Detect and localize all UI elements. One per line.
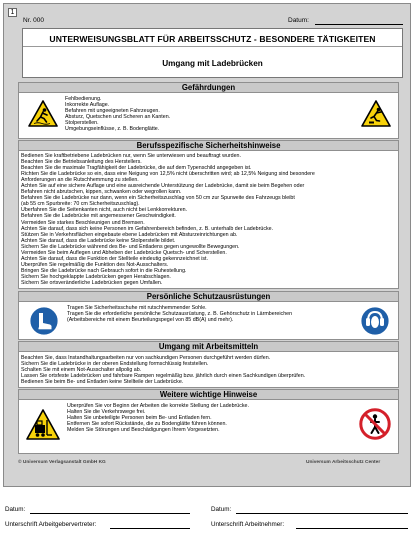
safety-instructions-list	[21, 153, 315, 286]
list-item: Halten Sie die Verkehrswege frei.	[67, 409, 146, 416]
list-item: Beachten Sie, dass Instandhaltungsarbeiten nur von sachkundigen Personen durchgeführt werden dürfen.	[21, 355, 271, 361]
signature-employee-line[interactable]	[296, 528, 408, 529]
list-item: Sichern Sie hochgeklappte Ladebrücken gegen Herabschlagen.	[21, 273, 171, 280]
list-item: Anforderungen an die Rutschhemmung zu stellen.	[21, 177, 139, 184]
no-entry-for-unauthorized-persons-icon	[359, 408, 391, 440]
section-body-work-equipment	[18, 352, 399, 388]
trip-hazard-warning-icon	[361, 100, 391, 127]
section-heading-work-equipment: Umgang mit Arbeitsmitteln	[18, 341, 399, 352]
list-item: Vermeiden Sie starkes Beschleunigen und Bremsen.	[21, 219, 145, 226]
safety-boots-icon	[29, 306, 59, 336]
list-item: Befahren mit ungeeigneten Fahrzeugen.	[65, 108, 160, 115]
list-item: Überfahren Sie die Seitenkanten nicht, auch nicht bei Lenkkorrekturen.	[21, 207, 188, 214]
list-item: Melden Sie Störungen und Beschädigungen Ihrem Vorgesetzten.	[67, 427, 220, 434]
section-heading-further-notes: Weitere wichtige Hinweise	[18, 389, 399, 400]
list-item: Achten Sie darauf, dass die Funktion der Stellteile eindeutig gekennzeichnet ist.	[21, 255, 208, 262]
list-item: Vermeiden Sie beim Auflegen und Abheben der Ladebrücke Quetsch- und Scherstellen.	[21, 249, 227, 256]
list-item: Achten Sie darauf, dass die Ladebrücke keine Stolperstelle bildet.	[21, 237, 176, 244]
section-body-hazards	[18, 93, 399, 139]
section-heading-safety-instructions: Berufsspezifische Sicherheitshinweise	[18, 140, 399, 151]
signature-date-line-left[interactable]	[30, 513, 190, 514]
signature-date-line-right[interactable]	[236, 513, 408, 514]
title-divider	[23, 46, 402, 47]
list-item: (Arbeitsbereiche mit einem Beurteilungspegel von 85 dB(A) und mehr).	[67, 317, 234, 324]
section-heading-hazards: Gefährdungen	[18, 82, 399, 93]
list-item: Stützen Sie in Verkehrsflächen eingebaute ebene Ladebrücken mit Absturzeinrichtungen ab.	[21, 231, 238, 238]
list-item: Schalten Sie mit einem Not-Ausschalter allpolig ab.	[21, 367, 142, 374]
list-item: Beachten Sie die Betriebsanleitung des Herstellers.	[21, 159, 142, 166]
protective-equipment-list	[67, 305, 292, 323]
header-date-label: Datum:	[288, 17, 309, 24]
work-equipment-list	[21, 355, 305, 385]
document-subtitle: Umgang mit Ladebrücken	[162, 59, 263, 68]
list-item: Achten Sie darauf, dass sich keine Personen im Gefahrenbereich befinden, z. B. unterhalb der Ladebrücke.	[21, 225, 274, 232]
page-number: 1	[8, 8, 17, 17]
list-item: Inkorrekte Auflage.	[65, 102, 110, 109]
list-item: Befahren nicht abrutschen, kippen, schwanken oder wegrollen kann.	[21, 189, 182, 196]
list-item: Bedienen Sie kraftbetriebene Ladebrücken nur, wenn Sie unterwiesen und beauftragt wurden.	[21, 153, 241, 159]
list-item: Beachten Sie die maximale Tragfähigkeit der Ladebrücke, die auf dem Typenschild angegeben ist.	[21, 165, 252, 172]
section-heading-protective-equipment: Persönliche Schutzausrüstungen	[18, 291, 399, 302]
hearing-protection-icon	[360, 306, 390, 336]
list-item: Tragen Sie die erforderliche persönliche Schutzausrüstung, z. B. Gehörschutz in Lärmbereichen	[67, 311, 293, 318]
section-body-protective-equipment	[18, 302, 399, 340]
title-box	[22, 28, 403, 78]
section-body-further-notes	[18, 400, 399, 454]
hazards-list	[65, 96, 170, 132]
list-item: Befahren Sie die Ladebrücke nur dann, wenn ein Sicherheitszuschlag von 50 cm zur Spurweite des Fahrzeugs bleibt	[21, 195, 295, 202]
list-item: Richten Sie die Ladebrücke so ein, dass eine Neigung von 12,5% nicht überschritten wird; ab 12,5% Neigung sind besondere	[21, 171, 315, 178]
list-item: (ab 55 cm Spurbreite: 70 cm Sicherheitszuschlag).	[21, 201, 140, 208]
signature-employer-label: Unterschrift Arbeitgebervertreter:	[5, 521, 97, 528]
list-item: Halten Sie unbeteiligte Personen beim Be- und Entladen fern.	[67, 415, 212, 422]
further-notes-list	[67, 403, 249, 433]
list-item: Sichern Sie die Ladebrücke während des Be- und Entladens gegen ungewollte Bewegungen.	[21, 243, 240, 250]
signature-employer-line[interactable]	[110, 528, 190, 529]
list-item: Umgebungseinflüsse, z. B. Bodenglätte.	[65, 126, 160, 133]
list-item: Entfernen Sie sofort Rückstände, die zu Bodenglätte führen können.	[67, 421, 227, 428]
list-item: Lassen Sie ortsfeste Ladebrücken und fahrbare Rampen regelmäßig bzw. jährlich durch einen Sachkundigen überprüfen.	[21, 373, 306, 380]
header-date-line	[315, 24, 403, 25]
slippery-surface-warning-icon	[28, 100, 58, 127]
list-item: Sichern Sie die Ladebrücke in der oberen Endstellung formschlüssig feststellen.	[21, 361, 209, 368]
signature-date-label-right: Datum:	[211, 506, 232, 513]
list-item: Überprüfen Sie regelmäßig die Funktion des Not-Ausschalters.	[21, 261, 169, 268]
signature-date-label-left: Datum:	[5, 506, 26, 513]
list-item: Sichern Sie ortsveränderliche Ladebrücken gegen Umfallen.	[21, 279, 163, 286]
list-item: Bringen Sie die Ladebrücke nach Gebrauch sofort in die Ruhestellung.	[21, 267, 187, 274]
document-title: UNTERWEISUNGSBLATT FÜR ARBEITSSCHUTZ - BESONDERE TÄTIGKEITEN	[49, 34, 376, 44]
list-item: Stolperstellen.	[65, 120, 99, 127]
list-item: Achten Sie auf eine sichere Auflage und eine ausreichende Unterstützung der Ladebrücke, damit sie beim Begehen oder	[21, 183, 305, 190]
list-item: Fehlbedienung.	[65, 96, 102, 102]
document-number: Nr. 000	[23, 17, 44, 24]
list-item: Tragen Sie Sicherheitsschuhe mit rutschhemmender Sohle.	[67, 305, 207, 311]
list-item: Überprüfen Sie vor Beginn der Arbeiten die korrekte Stellung der Ladebrücke.	[67, 403, 249, 409]
list-item: Absturz, Quetschen und Scheren an Kanten.	[65, 114, 171, 121]
section-body-safety-instructions	[18, 151, 399, 289]
list-item: Bedienen Sie beim Be- und Entladen keine Stellteile der Ladebrücke.	[21, 379, 184, 386]
signature-employee-label: Unterschrift Arbeitnehmer:	[211, 521, 285, 528]
footer-copyright: © Universum Verlagsanstalt GmbH KG	[18, 460, 106, 465]
forklift-traffic-warning-icon	[26, 409, 60, 440]
footer-publisher: Universum Arbeitsschutz Center	[306, 460, 381, 465]
list-item: Befahren Sie die Ladebrücke mit angemessener Geschwindigkeit.	[21, 213, 176, 220]
